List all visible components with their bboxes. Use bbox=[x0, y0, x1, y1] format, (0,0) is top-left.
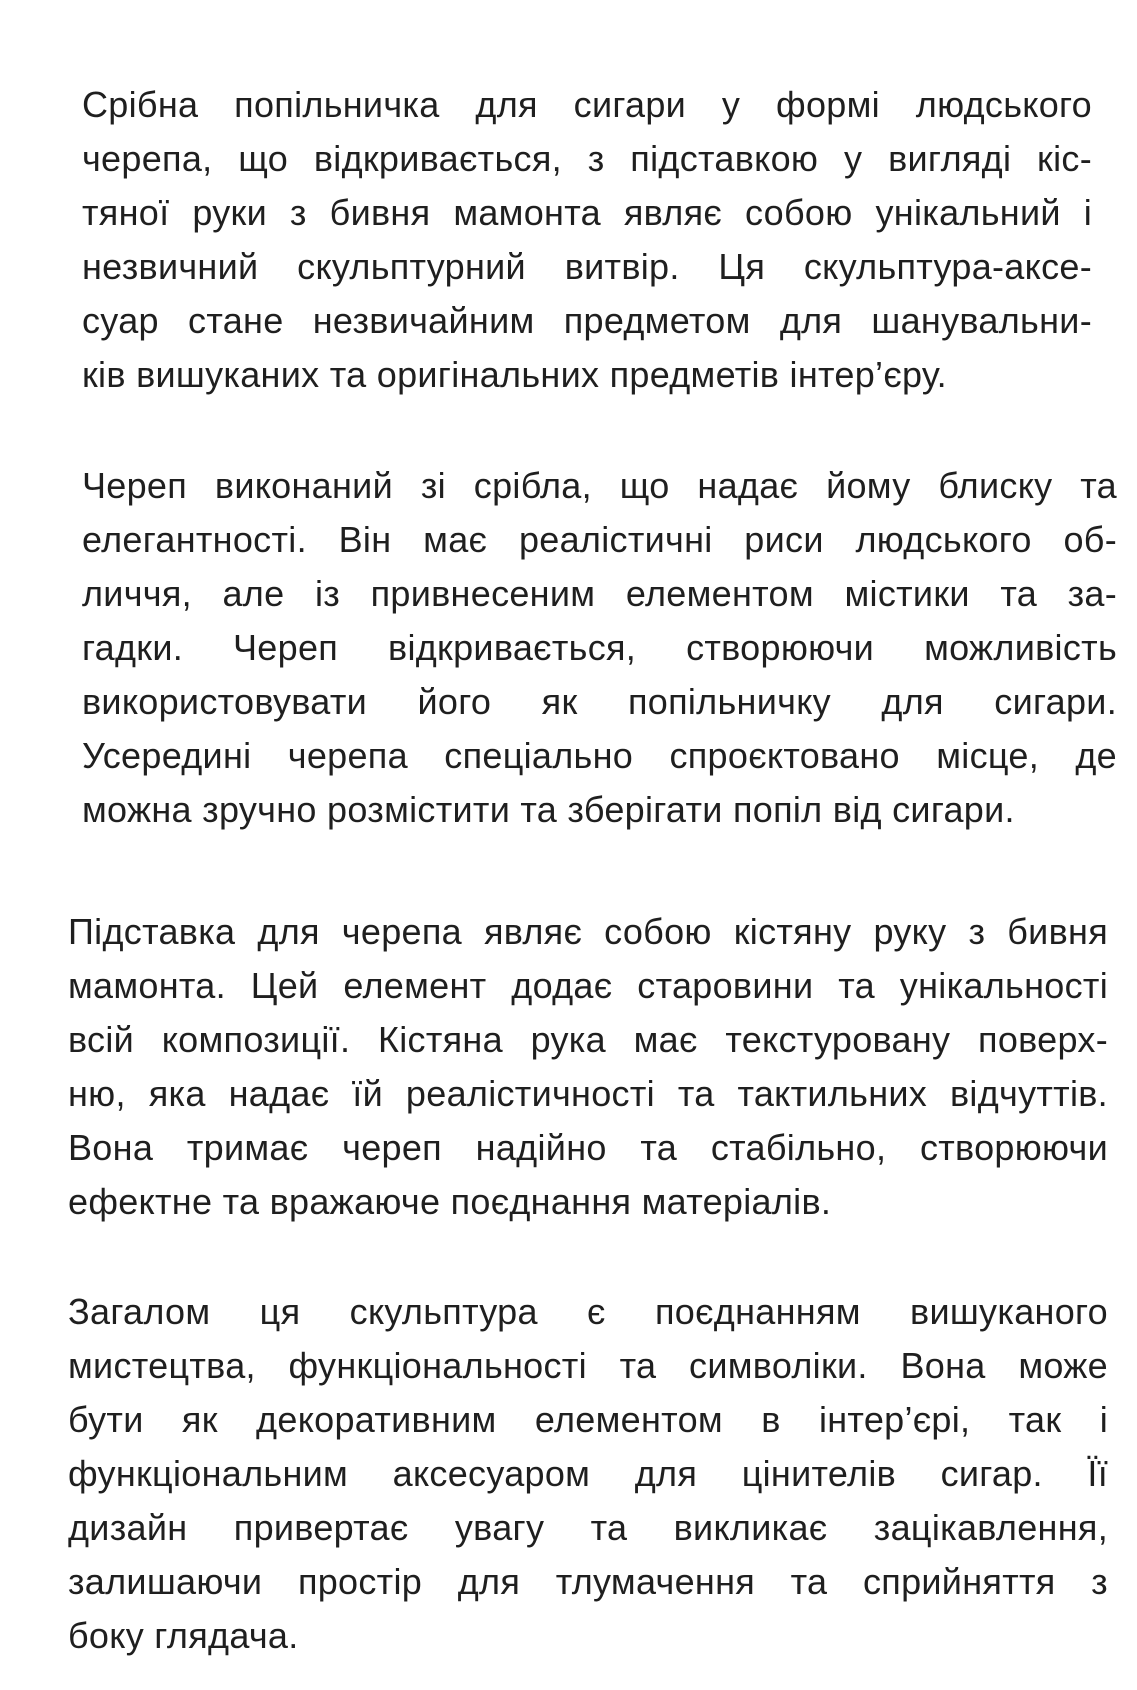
paragraph-line: Підставка для черепа являє собою кістяну руку з бивня bbox=[68, 911, 1108, 952]
paragraph-line: ню, яка надає їй реалістичності та тактильних відчуттів. bbox=[68, 1073, 1108, 1114]
paragraph-line: мамонта. Цей елемент додає старовини та унікальності bbox=[68, 965, 1108, 1006]
paragraph-line: функціональним аксесуаром для цінителів сигар. Її bbox=[68, 1453, 1108, 1494]
paragraph-line: ефектне та вражаюче поєднання матеріалів. bbox=[68, 1181, 832, 1222]
paragraph-line: незвичний скульптурний витвір. Ця скульптура-аксе- bbox=[82, 246, 1092, 287]
paragraph-line: Срібна попільничка для сигари у формі людського bbox=[82, 84, 1092, 125]
paragraph-line: мистецтва, функціональності та символіки. Вона може bbox=[68, 1345, 1108, 1386]
paragraph-1 bbox=[82, 78, 1092, 402]
paragraph-line: тяної руки з бивня мамонта являє собою унікальний і bbox=[82, 192, 1092, 233]
paragraph-line: Череп виконаний зі срібла, що надає йому блиску та bbox=[82, 465, 1117, 506]
paragraph-line: Загалом ця скульптура є поєднанням вишуканого bbox=[68, 1291, 1108, 1332]
paragraph-line: Вона тримає череп надійно та стабільно, створюючи bbox=[68, 1127, 1108, 1168]
paragraph-line: бути як декоративним елементом в інтер’єрі, так і bbox=[68, 1399, 1108, 1440]
paragraph-line: можна зручно розмістити та зберігати попіл від сигари. bbox=[82, 789, 1015, 830]
paragraph-line: черепа, що відкривається, з підставкою у вигляді кіс- bbox=[82, 138, 1092, 179]
paragraph-line: використовувати його як попільничку для сигари. bbox=[82, 681, 1117, 722]
paragraph-line: залишаючи простір для тлумачення та сприйняття з bbox=[68, 1561, 1108, 1602]
paragraph-line: суар стане незвичайним предметом для шанувальни- bbox=[82, 300, 1092, 341]
paragraph-4 bbox=[68, 1285, 1108, 1663]
paragraph-line: боку глядача. bbox=[68, 1615, 299, 1656]
paragraph-line: всій композиції. Кістяна рука має текстуровану поверх- bbox=[68, 1019, 1108, 1060]
paragraph-line: Усередині черепа спеціально спроєктовано місце, де bbox=[82, 735, 1117, 776]
paragraph-line: личчя, але із привнесеним елементом містики та за- bbox=[82, 573, 1117, 614]
paragraph-line: ків вишуканих та оригінальних предметів інтер’єру. bbox=[82, 354, 947, 395]
paragraph-2 bbox=[82, 459, 1117, 837]
paragraph-line: елегантності. Він має реалістичні риси людського об- bbox=[82, 519, 1117, 560]
paragraph-line: гадки. Череп відкривається, створюючи можливість bbox=[82, 627, 1117, 668]
paragraph-line: дизайн привертає увагу та викликає зацікавлення, bbox=[68, 1507, 1108, 1548]
paragraph-3 bbox=[68, 905, 1108, 1229]
